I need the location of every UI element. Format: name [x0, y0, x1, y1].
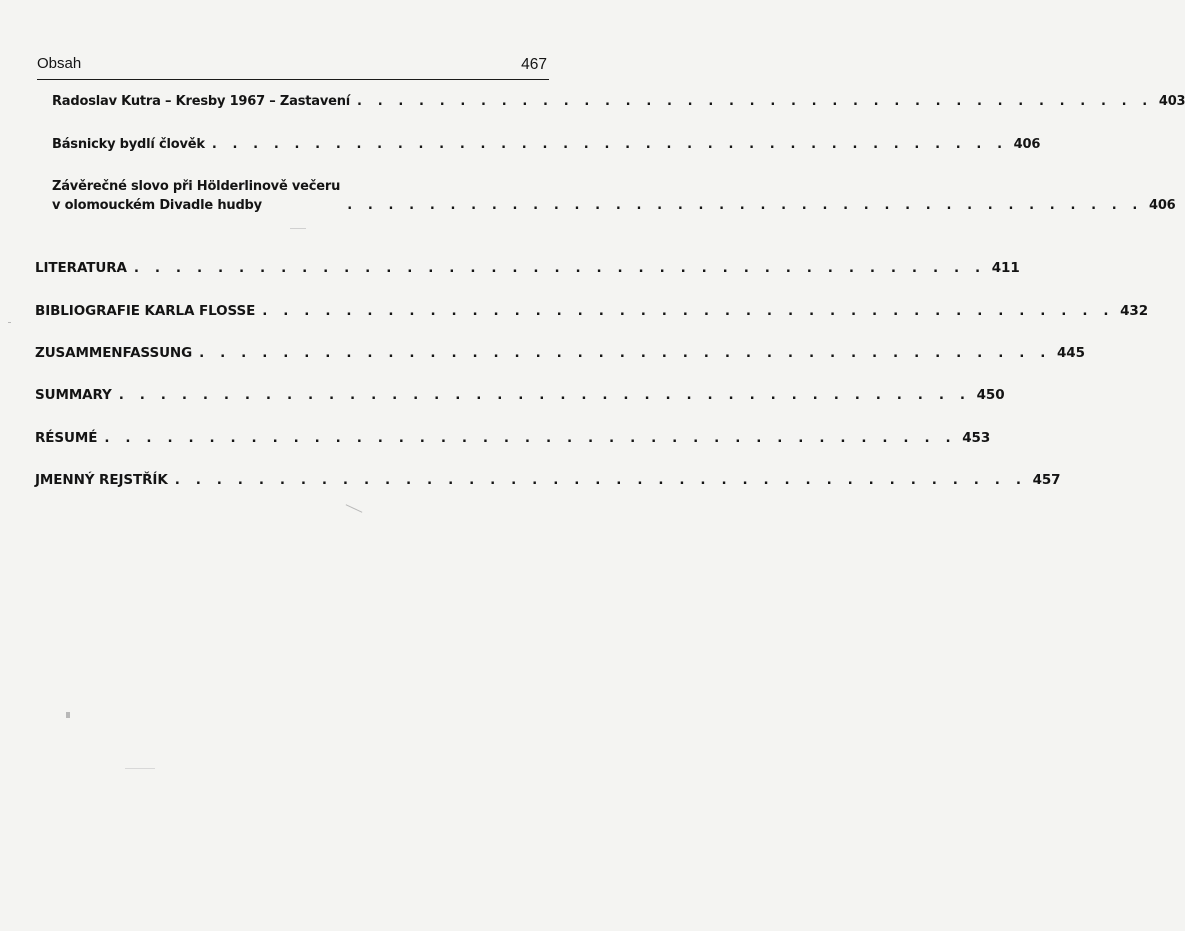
toc-entry-zaverecne[interactable] [52, 177, 1176, 215]
toc-entry-page: 403 [1158, 94, 1185, 109]
toc-entry-zusammenfassung[interactable] [35, 344, 1085, 363]
toc-entry-title: RÉSUMÉ [35, 430, 98, 446]
scan-speck [8, 322, 11, 323]
scan-speck [346, 504, 363, 513]
toc-entry-basnicky[interactable] [52, 135, 1041, 154]
toc-entry-page: 406 [1013, 137, 1041, 152]
dot-leader: . . . . . . . . . . . . . . . . . . . . . . . . . . . . . . . . . . . . . . . [357, 94, 1153, 109]
toc-entry-page: 450 [976, 387, 1005, 403]
toc-entry-literatura[interactable] [35, 259, 1020, 278]
toc-entry-title: Radoslav Kutra – Kresby 1967 – Zastavení [52, 94, 351, 109]
toc-entry-page: 432 [1120, 303, 1148, 319]
toc-entry-title: ZUSAMMENFASSUNG [35, 345, 193, 361]
dot-leader: . . . . . . . . . . . . . . . . . . . . . . . . . . . . . . . . . . . . . . . . . [174, 472, 1027, 488]
dot-leader: . . . . . . . . . . . . . . . . . . . . . . . . . . . . . . . . . . . . . . . . . [104, 430, 957, 446]
toc-entry-title: SUMMARY [35, 387, 112, 403]
dot-leader: . . . . . . . . . . . . . . . . . . . . . . . . . . . . . . . . . . . . . . . . . [118, 387, 971, 403]
dot-leader: . . . . . . . . . . . . . . . . . . . . . . . . . . . . . . . . . . . . . . . . . [262, 303, 1115, 319]
scan-speck [125, 768, 155, 769]
toc-entry-page: 406 [1148, 198, 1176, 213]
toc-entry-page: 445 [1057, 345, 1085, 361]
scan-speck [66, 712, 70, 718]
running-header [37, 55, 549, 80]
dot-leader: . . . . . . . . . . . . . . . . . . . . . . . . . . . . . . . . . . . . . . . [211, 137, 1008, 152]
toc-entry-summary[interactable] [35, 386, 1005, 405]
toc-entry-title: LITERATURA [35, 260, 127, 276]
dot-leader: . . . . . . . . . . . . . . . . . . . . . . . . . . . . . . . . . . . . . . . . . [199, 345, 1051, 361]
toc-entry-title: Závěrečné slovo při Hölderlinově večeru v olomouckém Divadle hudby [52, 179, 341, 213]
toc-entry-page: 411 [991, 260, 1020, 276]
header-page-number: 467 [521, 56, 547, 73]
toc-entry-bibliografie[interactable] [35, 302, 1148, 321]
scan-speck [290, 228, 306, 229]
toc-entry-title: BIBLIOGRAFIE KARLA FLOSSE [35, 303, 256, 319]
toc-entry-resume[interactable] [35, 429, 991, 448]
dot-leader: . . . . . . . . . . . . . . . . . . . . . . . . . . . . . . . . . . . . . . . [347, 198, 1143, 213]
toc-entry-title: Básnicky bydlí člověk [52, 137, 205, 152]
header-section-title: Obsah [37, 55, 82, 72]
dot-leader: . . . . . . . . . . . . . . . . . . . . . . . . . . . . . . . . . . . . . . . . . [133, 260, 986, 276]
toc-entry-kutra[interactable] [52, 92, 1185, 111]
toc-entry-title: JMENNÝ REJSTŘÍK [35, 472, 168, 488]
toc-entry-jmenny-rejstrik[interactable] [35, 471, 1061, 490]
toc-entry-page: 457 [1032, 472, 1061, 488]
toc-entry-page: 453 [962, 430, 991, 446]
